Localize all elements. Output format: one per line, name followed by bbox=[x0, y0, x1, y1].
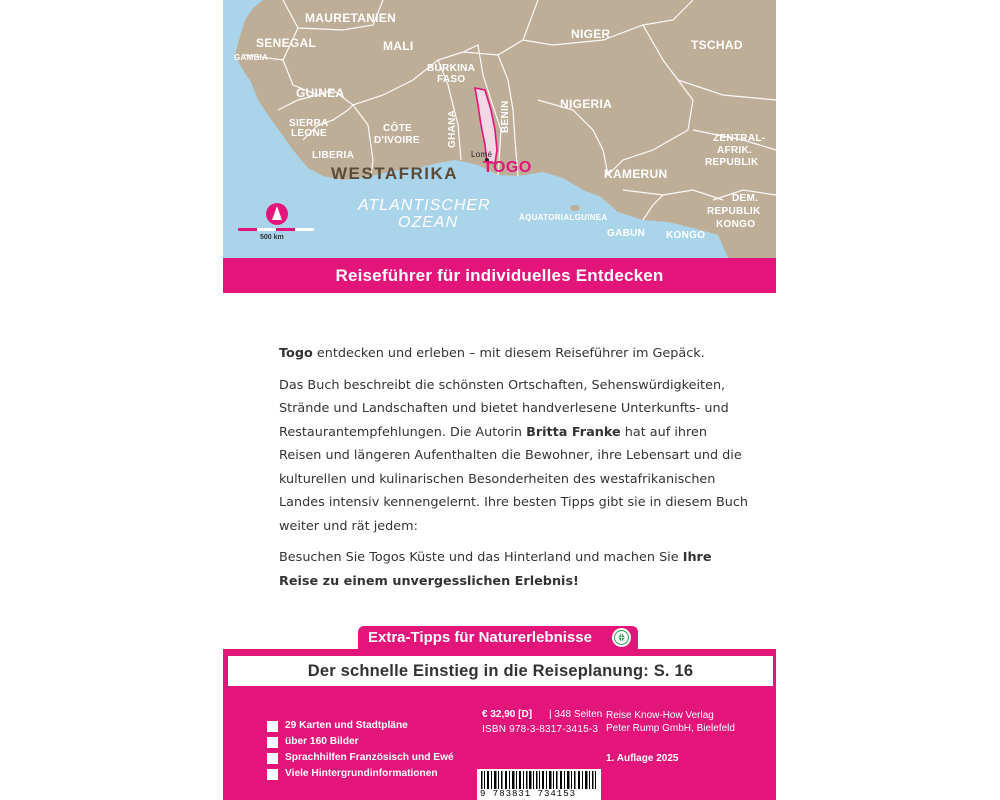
book-back-cover bbox=[223, 0, 776, 800]
feature-label: 29 Karten und Stadtpläne bbox=[285, 720, 408, 731]
map-label-dem: DEM. bbox=[732, 193, 759, 204]
map-label-burkina: BURKINA bbox=[427, 63, 476, 74]
map-label-tschad: TSCHAD bbox=[691, 38, 743, 52]
map-label-zentral-republik: REPUBLIK bbox=[705, 157, 759, 168]
map-scale-bar bbox=[238, 228, 314, 231]
publisher-name: Reise Know-How Verlag bbox=[606, 710, 714, 721]
map-label-benin: BENIN bbox=[500, 100, 511, 133]
map-label-ozean: OZEAN bbox=[398, 214, 459, 231]
barcode-number: 9 783831 734153 bbox=[480, 789, 577, 799]
feature-list bbox=[267, 718, 454, 782]
map-label-lome: Lomé bbox=[471, 150, 493, 159]
north-arrow-icon bbox=[266, 203, 288, 225]
description-text bbox=[279, 342, 749, 601]
paragraph-2-text-b: hat auf ihren Reisen und längeren Aufenthalten die Bewohner, ihre Lebensart und die kulturellen und kulinarischen Besonderheiten des westafrikanischen Landes intensiv kennengelernt. Ihre besten Tipps gibt sie in diesem Buch weiter und rät jedem: bbox=[279, 424, 749, 534]
map-label-togo: TOGO bbox=[483, 159, 532, 176]
checkbox-icon bbox=[267, 721, 278, 732]
feature-item bbox=[267, 750, 454, 766]
map-label-gabun: GABUN bbox=[607, 228, 646, 239]
map-label-senegal: SENEGAL bbox=[256, 36, 317, 50]
map-label-cote: CÔTE bbox=[383, 123, 412, 134]
map-label-dem-republik: REPUBLIK bbox=[707, 206, 761, 217]
paragraph-1-text: entdecken und erleben – mit diesem Reiseführer im Gepäck. bbox=[312, 346, 705, 361]
checkbox-icon bbox=[267, 769, 278, 780]
barcode-bars bbox=[481, 771, 597, 789]
feature-label: Viele Hintergrundinformationen bbox=[285, 768, 438, 779]
author-name: Britta Franke bbox=[526, 424, 621, 440]
map-label-faso: FASO bbox=[437, 74, 466, 85]
west-africa-map bbox=[223, 0, 776, 258]
map-scale-label: 500 km bbox=[260, 234, 284, 241]
description-paragraph-1 bbox=[279, 342, 749, 366]
page-count: | 348 Seiten bbox=[549, 709, 603, 720]
map-label-niger: NIGER bbox=[571, 27, 611, 41]
map-label-liberia: LIBERIA bbox=[312, 150, 355, 161]
map-label-nigeria: NIGERIA bbox=[560, 97, 613, 111]
feature-label: über 160 Bilder bbox=[285, 736, 359, 747]
paragraph-2-text-a: Das Buch beschreibt die schönsten Ortschaften, Sehenswürdigkeiten, Strände und Landschaften und bietet handverlesene Unterkunfts- und Restaurantempfehlungen. Die Autorin bbox=[279, 377, 729, 440]
map-label-kamerun: KAMERUN bbox=[604, 167, 668, 181]
map-label-leone: LEONE bbox=[291, 128, 327, 139]
map-label-dem-kongo: KONGO bbox=[716, 219, 756, 230]
publisher-address: Peter Rump GmbH, Bielefeld bbox=[606, 723, 735, 734]
feature-item bbox=[267, 734, 454, 750]
description-paragraph-3 bbox=[279, 546, 749, 593]
map-label-zentral: ZENTRAL- bbox=[713, 133, 766, 144]
checkbox-icon bbox=[267, 737, 278, 748]
description-paragraph-2 bbox=[279, 374, 749, 539]
tagline-band: Reiseführer für individuelles Entdecken bbox=[223, 258, 776, 293]
map-label-sierra: SIERRA bbox=[289, 118, 329, 129]
feature-label: Sprachhilfen Französisch und Ewé bbox=[285, 752, 454, 763]
isbn: ISBN 978-3-8317-3415-3 bbox=[482, 724, 599, 735]
extra-tips-tab bbox=[358, 626, 638, 650]
checkbox-icon bbox=[267, 753, 278, 764]
leaf-icon bbox=[612, 628, 631, 647]
publisher bbox=[606, 709, 735, 735]
info-panel bbox=[223, 649, 776, 800]
quick-start-box: Der schnelle Einstieg in die Reiseplanung: S. 16 bbox=[227, 655, 774, 687]
map-label-ghana: GHANA bbox=[447, 109, 458, 148]
edition: 1. Auflage 2025 bbox=[606, 753, 679, 764]
paragraph-3-text: Besuchen Sie Togos Küste und das Hinterland und machen Sie bbox=[279, 550, 683, 565]
map-label-mauretanien: MAURETANIEN bbox=[305, 11, 397, 25]
map-label-divoire: D'IVOIRE bbox=[374, 135, 420, 146]
title-country: Togo bbox=[279, 346, 313, 361]
price: € 32,90 [D] bbox=[482, 709, 533, 720]
map-label-atlantischer: ATLANTISCHER bbox=[358, 197, 491, 214]
map-label-aquatorialguinea: ÄQUATORIALGUINEA bbox=[519, 213, 608, 222]
closing-highlight: Ihre Reise zu einem unvergesslichen Erlebnis! bbox=[279, 550, 712, 589]
map-label-westafrika: WESTAFRIKA bbox=[331, 164, 459, 183]
feature-item bbox=[267, 718, 454, 734]
map-label-gambia: GAMBIA bbox=[234, 53, 269, 62]
barcode bbox=[477, 769, 601, 800]
extra-tips-label: Extra-Tipps für Naturerlebnisse bbox=[368, 629, 592, 646]
map-label-guinea: GUINEA bbox=[296, 86, 345, 100]
feature-item bbox=[267, 766, 454, 782]
map-label-mali: MALI bbox=[383, 39, 414, 53]
map-label-afrik: AFRIK. bbox=[717, 145, 753, 156]
map-label-kongo: KONGO bbox=[666, 230, 706, 241]
